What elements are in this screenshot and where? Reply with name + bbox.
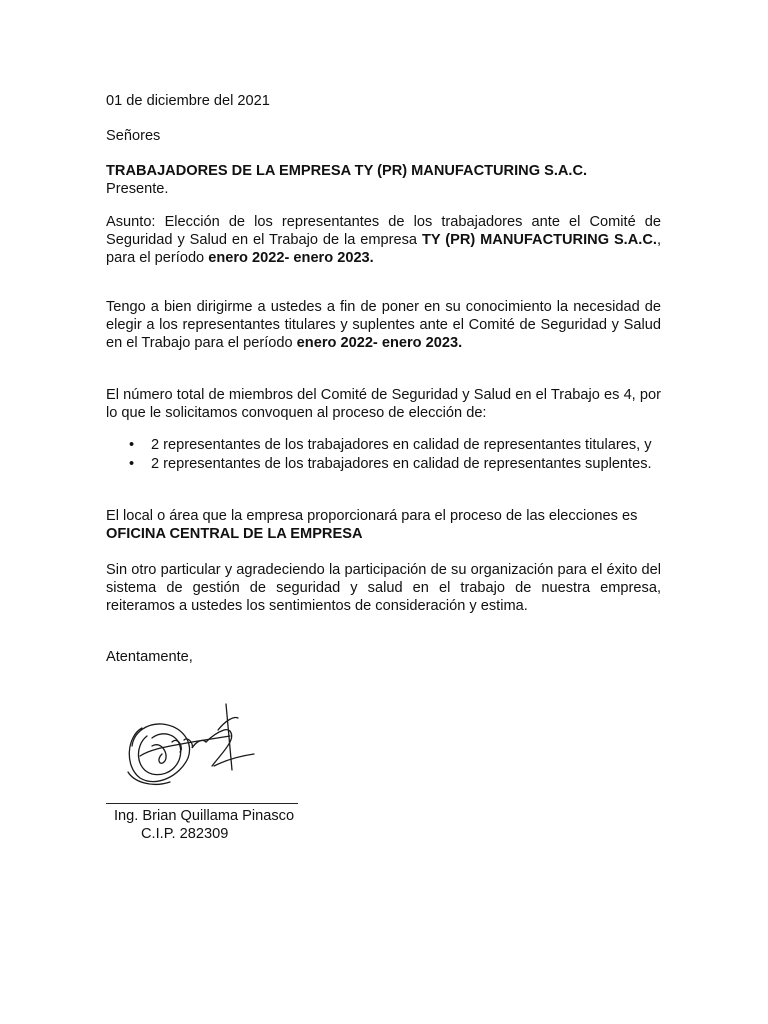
- paragraph-location-place: OFICINA CENTRAL DE LA EMPRESA: [106, 526, 363, 542]
- list-item: [106, 455, 661, 474]
- list-item: [106, 436, 661, 455]
- subject-period: enero 2022- enero 2023.: [208, 250, 374, 266]
- paragraph-closing: Sin otro particular y agradeciendo la participación de su organización para el éxito del sistema de gestión de seguridad y salud en el trabajo de nuestra empresa, reiteramos a ustedes los sentimientos de consideración y estima.: [106, 562, 661, 614]
- election-list: [106, 436, 661, 474]
- subject-text-2: , para el período: [106, 232, 661, 266]
- bullet-icon: •: [129, 437, 135, 453]
- paragraph-location-text: El local o área que la empresa proporcionará para el proceso de las elecciones es: [106, 508, 638, 524]
- subject-label: Asunto:: [106, 214, 156, 230]
- signature-line: [106, 803, 298, 804]
- letter-date: 01 de diciembre del 2021: [106, 93, 270, 109]
- list-item-text: 2 representantes de los trabajadores en calidad de representantes titulares, y: [151, 437, 652, 453]
- paragraph-location: [106, 507, 661, 543]
- signatory-name: Ing. Brian Quillama Pinasco: [114, 808, 295, 824]
- closing-text: Atentamente,: [106, 649, 193, 665]
- presente-text: Presente.: [106, 181, 169, 197]
- recipient-name: TRABAJADORES DE LA EMPRESA TY (PR) MANUFACTURING S.A.C.: [106, 163, 588, 179]
- paragraph-need-period: enero 2022- enero 2023.: [296, 335, 463, 351]
- signatory-cip: C.I.P. 282309: [141, 826, 229, 842]
- bullet-icon: •: [129, 456, 135, 472]
- paragraph-need-text: Tengo a bien dirigirme a ustedes a fin de poner en su conocimiento la necesidad de elegir a los representantes titulares y suplentes ante el Comité de Seguridad y Salud en el Trabajo para el período: [106, 299, 661, 351]
- salutation: Señores: [106, 128, 161, 144]
- paragraph-members: El número total de miembros del Comité de Seguridad y Salud en el Trabajo es 4, por lo que le solicitamos convoquen al proceso de elección de:: [106, 387, 661, 421]
- recipient-block: [106, 162, 661, 198]
- subject-block: [106, 213, 661, 267]
- subject-company: TY (PR) MANUFACTURING S.A.C.: [421, 232, 657, 248]
- signature-image: [122, 696, 262, 791]
- list-item-text: 2 representantes de los trabajadores en calidad de representantes suplentes.: [151, 456, 652, 472]
- paragraph-need: [106, 298, 661, 352]
- subject-text-1: Elección de los representantes de los trabajadores ante el Comité de Seguridad y Salud en el Trabajo de la empresa: [106, 214, 661, 248]
